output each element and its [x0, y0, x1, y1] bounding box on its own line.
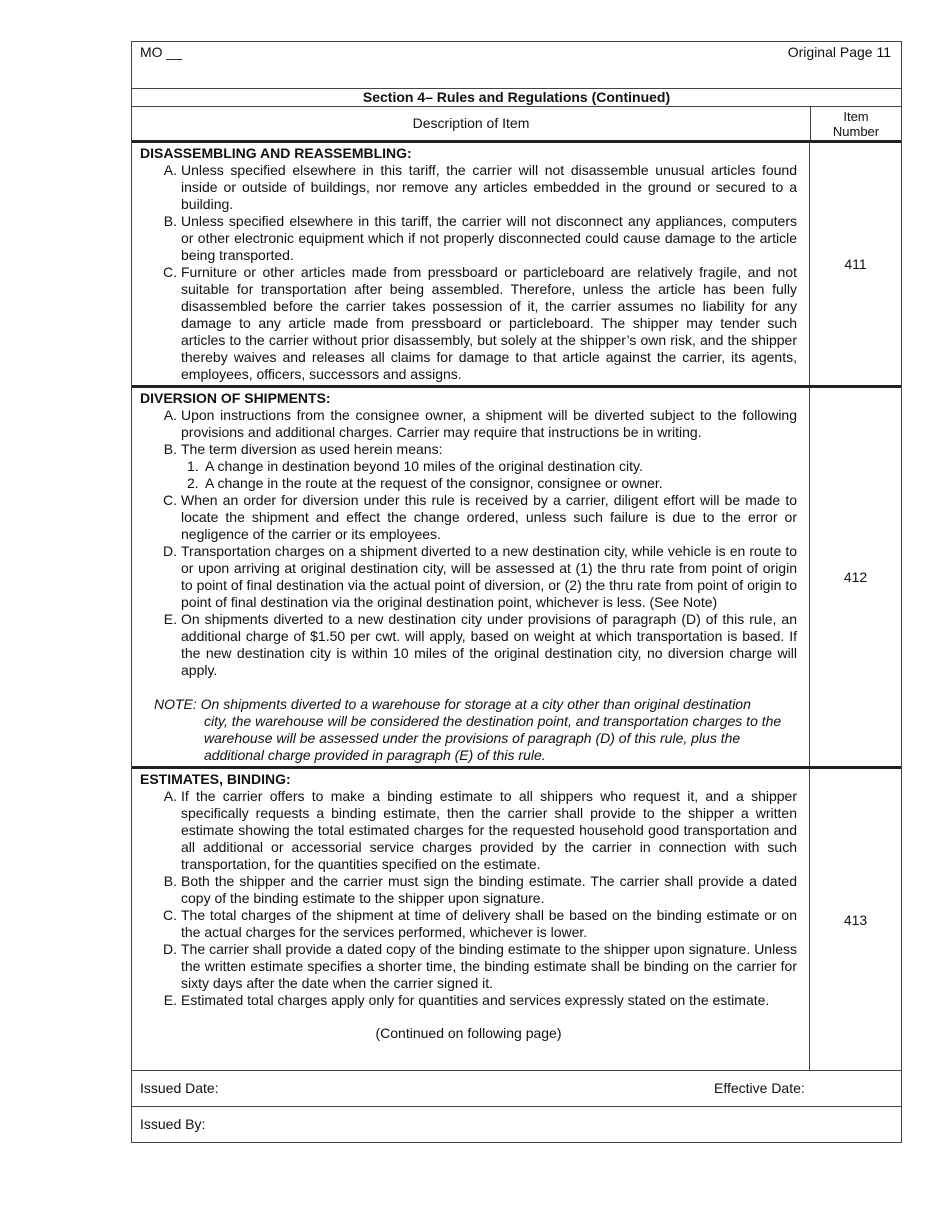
item-description — [132, 769, 810, 1070]
item-title: DISASSEMBLING AND REASSEMBLING: — [140, 145, 412, 161]
section-title: Section 4– Rules and Regulations (Continued) — [132, 89, 901, 107]
item-row-411 — [132, 143, 901, 388]
paragraph: E. On shipments diverted to a new destination city under provisions of paragraph (D) of this rule, an additional charge of $1.50 per cwt. will apply, based on weight at which transportation is based. If the new destination city is within 10 miles of the original destination city, no diversion charge will apply. — [163, 611, 797, 678]
description-column-header: Description of Item — [132, 107, 811, 140]
page-number: Original Page 11 — [787, 44, 891, 60]
column-header — [132, 107, 901, 143]
paragraph: E. Estimated total charges apply only for quantities and services expressly stated on the estimate. — [163, 992, 770, 1008]
item-number: 413 — [843, 911, 868, 928]
mo-label: MO __ — [140, 44, 183, 60]
item-number: 411 — [844, 256, 867, 272]
paragraph: D. The carrier shall provide a dated copy of the binding estimate to the shipper upon signature. Unless the written estimate specifies a shorter time, the binding estimate shall be binding on the carrier for sixty days after the date when the carrier signed it. — [163, 941, 797, 991]
item-row-413 — [132, 769, 901, 1070]
issued-date-label: Issued Date: — [140, 1080, 219, 1096]
item-title: ESTIMATES, BINDING: — [140, 771, 291, 787]
diversion-note: NOTE: On shipments diverted to a warehouse for storage at a city other than original destination city, the warehouse will be considered the destination point, and transportation charges to the warehouse will be assessed under the provisions of paragraph (D) of this rule, plus the additional charge provided in paragraph (E) of this rule. — [154, 696, 782, 763]
paragraph: A. Upon instructions from the consignee owner, a shipment will be diverted subject to the following provisions and additional charges. Carrier may require that instructions be in writing. — [163, 407, 797, 440]
paragraph: A. If the carrier offers to make a binding estimate to all shippers who request it, and a shipper specifically requests a binding estimate, then the carrier shall provide to the shipper a written estimate showing the total estimated charges for the requested household good transportation and all additional or accessorial service charges provided by the carrier in connection with such transportation, for the quantities specified on the estimate. — [163, 788, 797, 872]
item-title: DIVERSION OF SHIPMENTS: — [140, 390, 331, 406]
paragraph: B. Both the shipper and the carrier must sign the binding estimate. The carrier shall provide a dated copy of the binding estimate to the shipper upon signature. — [163, 873, 797, 906]
paragraph: D. Transportation charges on a shipment diverted to a new destination city, while vehicle is en route to or upon arriving at original destination city, will be assessed at (1) the thru rate from point of origin to point of final destination via the actual point of diversion, or (2) the thru rate from point of origin to point of final destination via the original destination point, whichever is less. (See Note) — [163, 543, 797, 610]
item-number: 412 — [843, 569, 868, 585]
paragraph: A. Unless specified elsewhere in this tariff, the carrier will not disassemble unusual articles found inside or outside of buildings, nor remove any articles embedded in the ground or secured to a building. — [163, 162, 797, 212]
sub-paragraph: 1. A change in destination beyond 10 miles of the original destination city. — [187, 458, 643, 474]
tariff-page — [131, 41, 902, 1143]
paragraph: C. The total charges of the shipment at time of delivery shall be based on the binding estimate or on the actual charges for the services performed, whichever is lower. — [163, 907, 797, 940]
item-row-412 — [132, 388, 901, 769]
effective-date-label: Effective Date: — [714, 1080, 805, 1096]
paragraph: B. The term diversion as used herein means: — [163, 441, 443, 457]
page-header — [132, 42, 901, 89]
footer-issued-by — [132, 1107, 901, 1142]
footer-dates — [132, 1070, 901, 1107]
item-number-column-header: Item Number — [832, 109, 880, 139]
sub-paragraph: 2. A change in the route at the request of the consignor, consignee or owner. — [187, 475, 663, 491]
continued-note: (Continued on following page) — [375, 1025, 562, 1041]
paragraph: C. When an order for diversion under this rule is received by a carrier, diligent effort will be made to locate the shipment and effect the change ordered, unless such failure is due to the error or negligence of the carrier or its employees. — [163, 492, 797, 542]
paragraph: B. Unless specified elsewhere in this tariff, the carrier will not disconnect any appliances, computers or other electronic equipment which if not properly disconnected could cause damage to the article being transported. — [163, 213, 797, 263]
item-description — [132, 388, 810, 766]
item-description — [132, 143, 810, 385]
issued-by-label: Issued By: — [140, 1116, 206, 1132]
paragraph: C. Furniture or other articles made from pressboard or particleboard are relatively fragile, and not suitable for transportation after being assembled. Therefore, unless the article has been fully disassembled before the carrier takes possession of it, the carrier assumes no liability for any damage to any article made from pressboard or particleboard. The shipper may tender such articles to the carrier without prior disassembly, but solely at the shipper’s own risk, and the shipper thereby waives and releases all claims for damage to that article against the carrier, its agents, employees, officers, successors and assigns. — [163, 264, 797, 382]
